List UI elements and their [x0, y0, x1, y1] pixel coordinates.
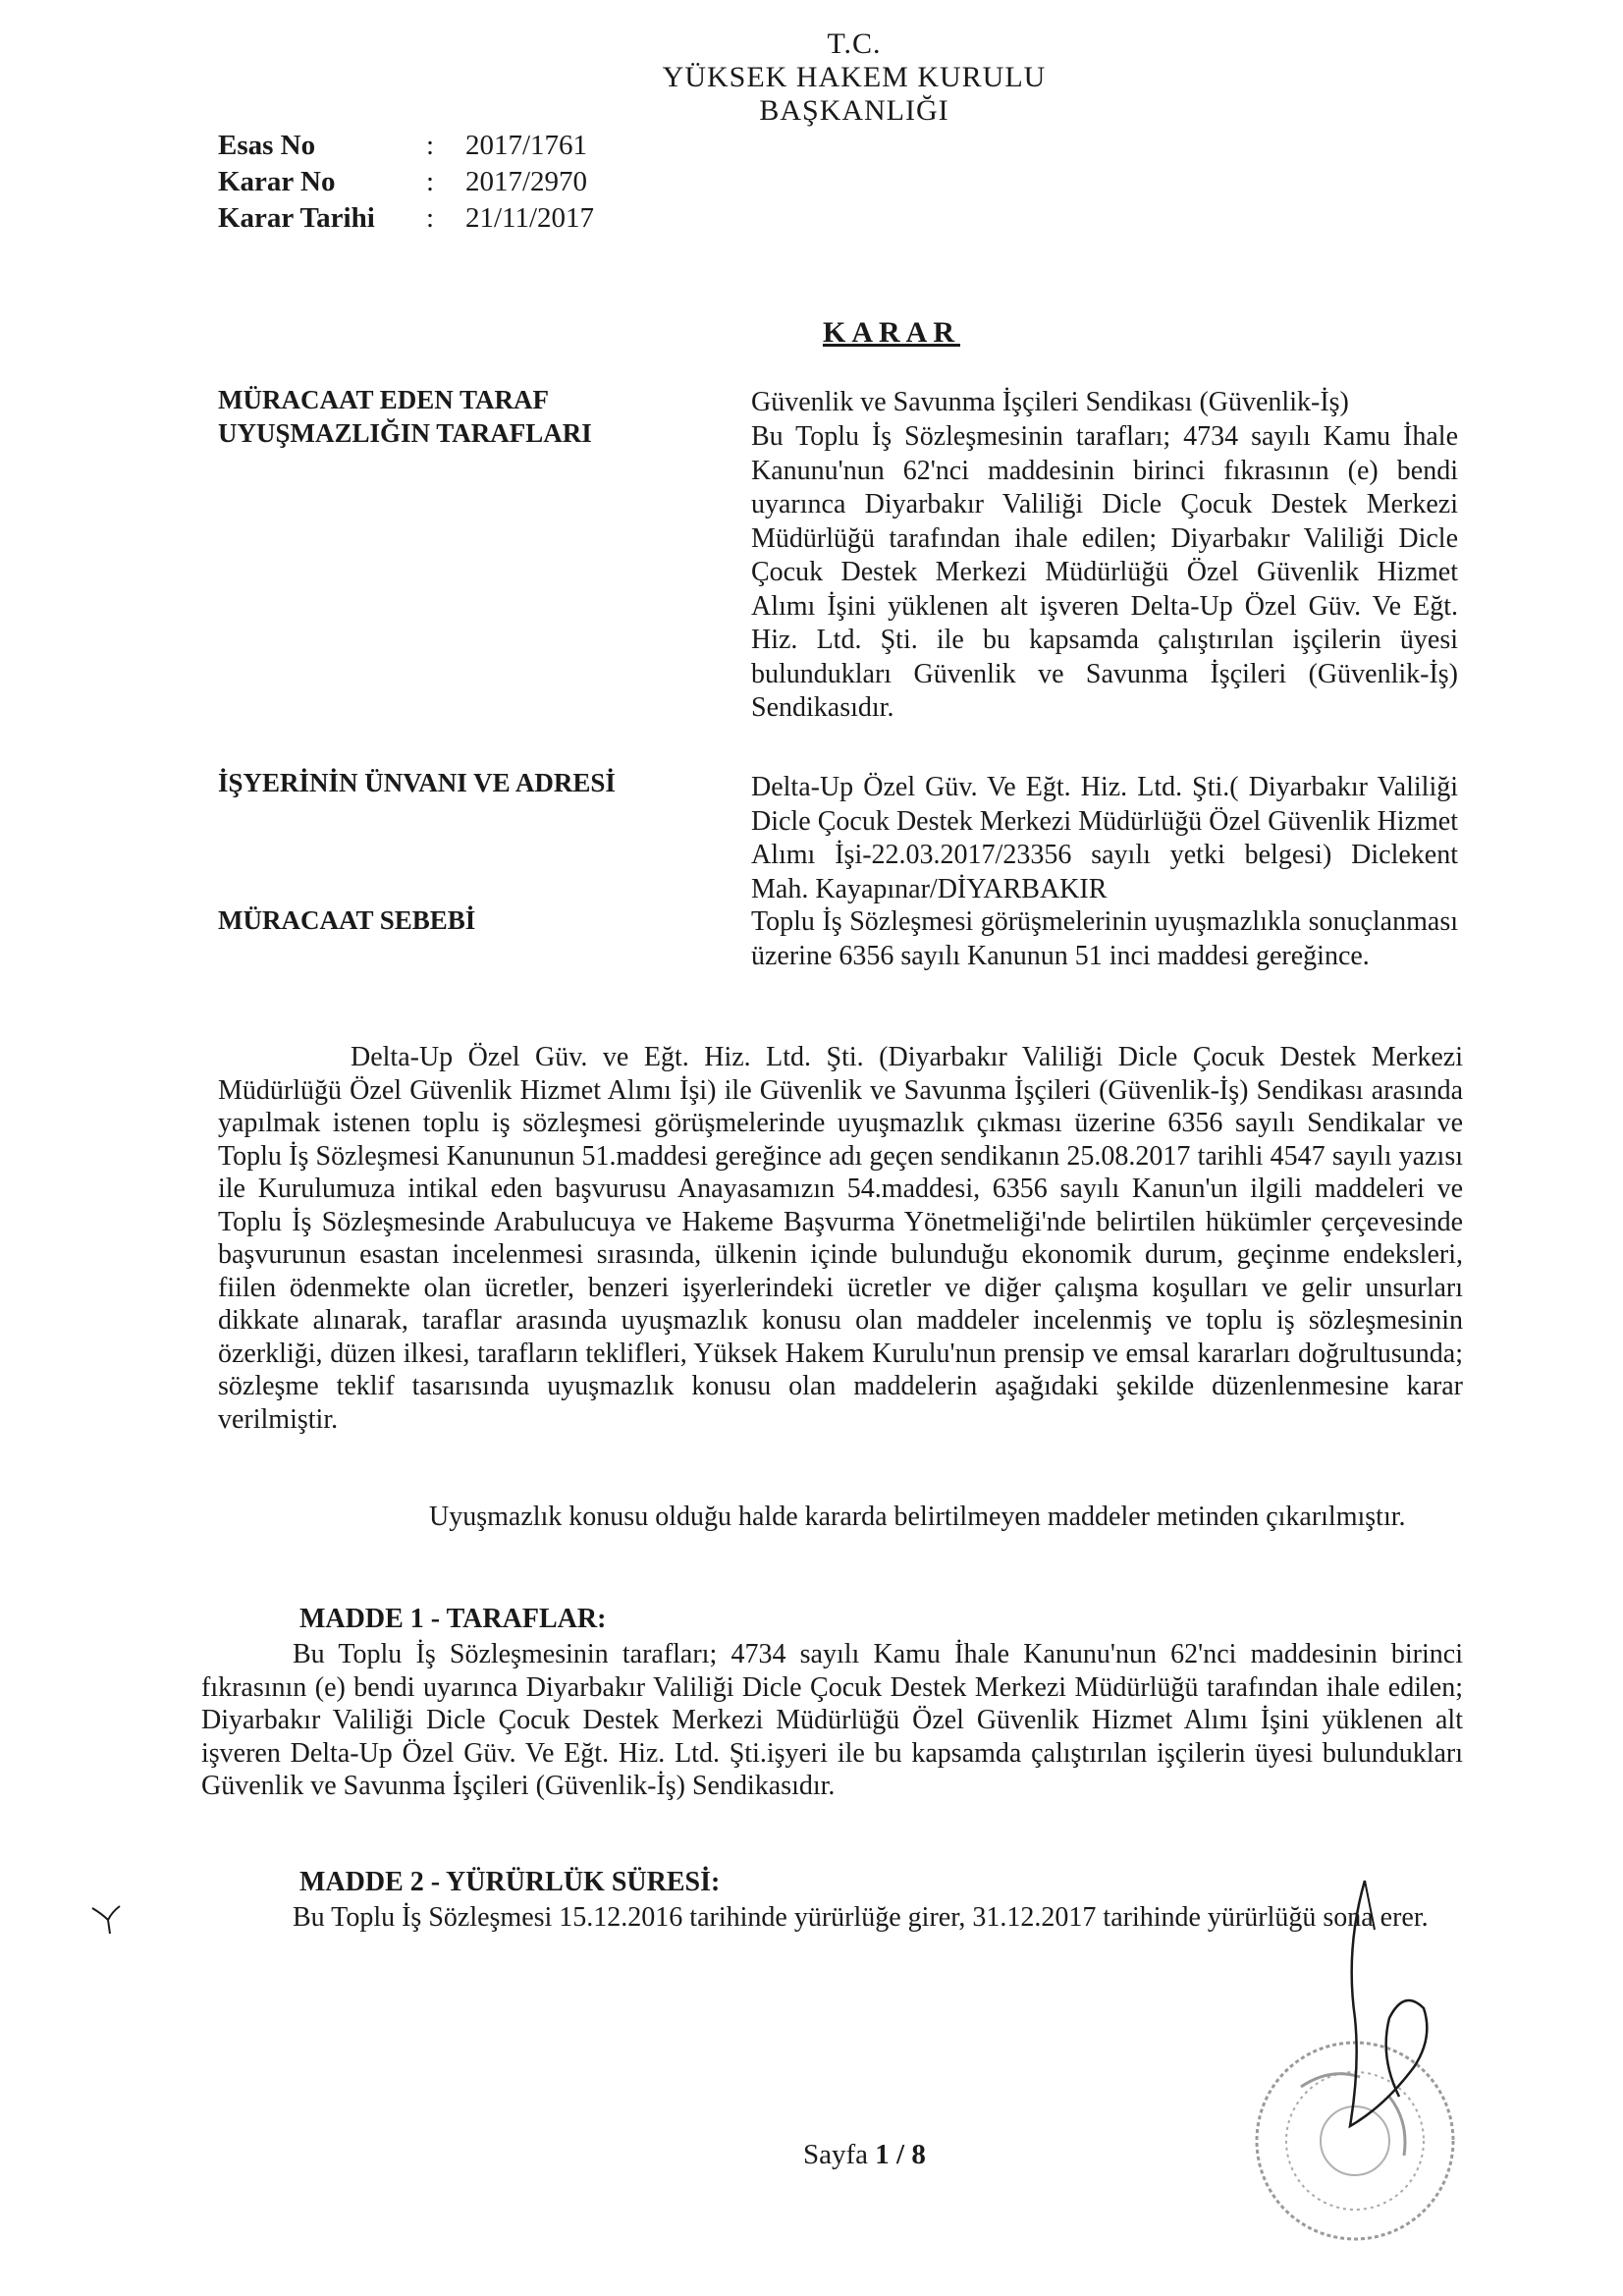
article-1-title: MADDE 1 - TARAFLAR: — [299, 1604, 607, 1634]
workplace-text: Delta-Up Özel Güv. Ve Eğt. Hiz. Ltd. Şti.( Diyarbakır Valiliği Dicle Çocuk Destek Merkezi Müdürlüğü Özel Güvenlik Hizmet Alımı İşi-22.03.2017/23356 sayılı yetki belgesi) Diclekent Mah. Kayapınar/DİYARBAKIR — [751, 772, 1458, 904]
decision-number-sep: : — [426, 166, 435, 197]
case-number-label: Esas No — [218, 130, 316, 161]
page-indicator — [803, 2139, 926, 2171]
header-presidency: BAŞKANLIĞI — [759, 94, 949, 127]
page-label: Sayfa — [803, 2139, 869, 2170]
application-reason-label: MÜRACAAT SEBEBİ — [218, 905, 476, 935]
applicant-label: MÜRACAAT EDEN TARAF — [218, 385, 550, 414]
case-number-row — [218, 128, 594, 164]
article-2-text: Bu Toplu İş Sözleşmesi 15.12.2016 tarihinde yürürlüğe girer, 31.12.2017 tarihinde yürürlüğü sona erer. — [293, 1902, 1429, 1933]
applicant-text: Güvenlik ve Savunma İşçileri Sendikası (Güvenlik-İş) — [751, 387, 1349, 417]
decision-date-label: Karar Tarihi — [218, 202, 375, 234]
page-total: 8 — [911, 2139, 926, 2170]
header-tc: T.C. — [827, 27, 882, 60]
header-institution: YÜKSEK HAKEM KURULU — [662, 61, 1047, 93]
page-sep: / — [896, 2139, 905, 2170]
case-number-value: 2017/1761 — [465, 130, 588, 161]
margin-mark-icon — [88, 1900, 128, 1944]
excluded-articles-paragraph: Uyuşmazlık konusu olduğu halde kararda belirtilmeyen maddeler metinden çıkarılmıştır. — [429, 1502, 1406, 1532]
decision-number-label: Karar No — [218, 166, 336, 197]
article-1-text: Bu Toplu İş Sözleşmesinin tarafları; 4734 sayılı Kamu İhale Kanunu'nun 62'nci maddesinin birinci fıkrasının (e) bendi uyarınca Diyarbakır Valiliği Dicle Çocuk Destek Merkezi Müdürlüğü tarafından ihale edilen; Diyarbakır Valiliği Dicle Çocuk Destek Merkezi Müdürlüğü Özel Güvenlik Hizmet Alımı İşini yüklenen alt işveren Delta-Up Özel Güv. Ve Eğt. Hiz. Ltd. Şti.işyeri ile bu kapsamda çalıştırılan işçilerin üyesi bulundukları Güvenlik ve Savunma İşçileri (Güvenlik-İş) Sendikasıdır. — [201, 1639, 1463, 1801]
page-current: 1 — [875, 2139, 890, 2170]
decision-date-value: 21/11/2017 — [465, 202, 595, 234]
decision-title: KARAR — [823, 316, 960, 349]
dispute-parties-label: UYUŞMAZLIĞIN TARAFLARI — [218, 418, 592, 448]
case-number-sep: : — [426, 130, 435, 161]
decision-date-sep: : — [426, 202, 435, 234]
decision-date-row — [218, 200, 594, 237]
decision-number-row — [218, 164, 594, 200]
decision-number-value: 2017/2970 — [465, 166, 588, 197]
dispute-parties-text: Bu Toplu İş Sözleşmesinin tarafları; 4734 sayılı Kamu İhale Kanunu'nun 62'nci maddesinin birinci fıkrasının (e) bendi uyarınca Diyarbakır Valiliği Dicle Çocuk Destek Merkezi Müdürlüğü tarafından ihale edilen; Diyarbakır Valiliği Dicle Çocuk Destek Merkezi Müdürlüğü Özel Güvenlik Hizmet Alımı İşini yüklenen alt işveren Delta-Up Özel Güv. Ve Eğt. Hiz. Ltd. Şti. ile bu kapsamda çalıştırılan işçilerin üyesi bulundukları Güvenlik ve Savunma İşçileri (Güvenlik-İş) Sendikasıdır. — [751, 421, 1458, 723]
workplace-label: İŞYERİNİN ÜNVANI VE ADRESİ — [218, 768, 616, 797]
application-reason-text: Toplu İş Sözleşmesi görüşmelerinin uyuşmazlıkla sonuçlanması üzerine 6356 sayılı Kanunun 51 inci maddesi gereğince. — [751, 906, 1458, 971]
signature-icon — [1306, 1871, 1473, 2170]
document-header — [540, 27, 1168, 128]
case-info — [218, 128, 594, 237]
article-2-title: MADDE 2 - YÜRÜRLÜK SÜRESİ: — [299, 1867, 721, 1897]
decision-paragraph: Delta-Up Özel Güv. ve Eğt. Hiz. Ltd. Şti. (Diyarbakır Valiliği Dicle Çocuk Destek Merkezi Müdürlüğü Özel Güvenlik Hizmet Alımı İşi) ile Güvenlik ve Savunma İşçileri (Güvenlik-İş) Sendikası arasında yapılmak istenen toplu iş sözleşmesi görüşmelerinde uyuşmazlık çıkması üzerine 6356 sayılı Sendikalar ve Toplu İş Sözleşmesi Kanununun 51.maddesi gereğince adı geçen sendikanın 25.08.2017 tarihli 4547 sayılı yazısı ile Kurulumuza intikal eden başvurusu Anayasamızın 54.maddesi, 6356 sayılı Kanun'un ilgili maddeleri ve Toplu İş Sözleşmesinde Arabulucuya ve Hakeme Başvurma Yönetmeliği'nde belirtilen hükümler çerçevesinde başvurunun esastan incelenmesi sırasında, ülkenin içinde bulunduğu ekonomik durum, geçinme endeksleri, fiilen ödenmekte olan ücretler, benzeri işyerlerindeki ücretler ve diğer çalışma koşulları ve gelir unsurları dikkate alınarak, taraflar arasında uyuşmazlık konusu olan maddeler incelenmiş ve toplu iş sözleşmesinin özerkliği, düzen ilkesi, tarafların teklifleri, Yüksek Hakem Kurulu'nun prensip ve emsal kararları doğrultusunda; sözleşme teklif tasarısında uyuşmazlık konusu olan maddelerin aşağıdaki şekilde düzenlenmesine karar verilmiştir. — [218, 1042, 1463, 1435]
